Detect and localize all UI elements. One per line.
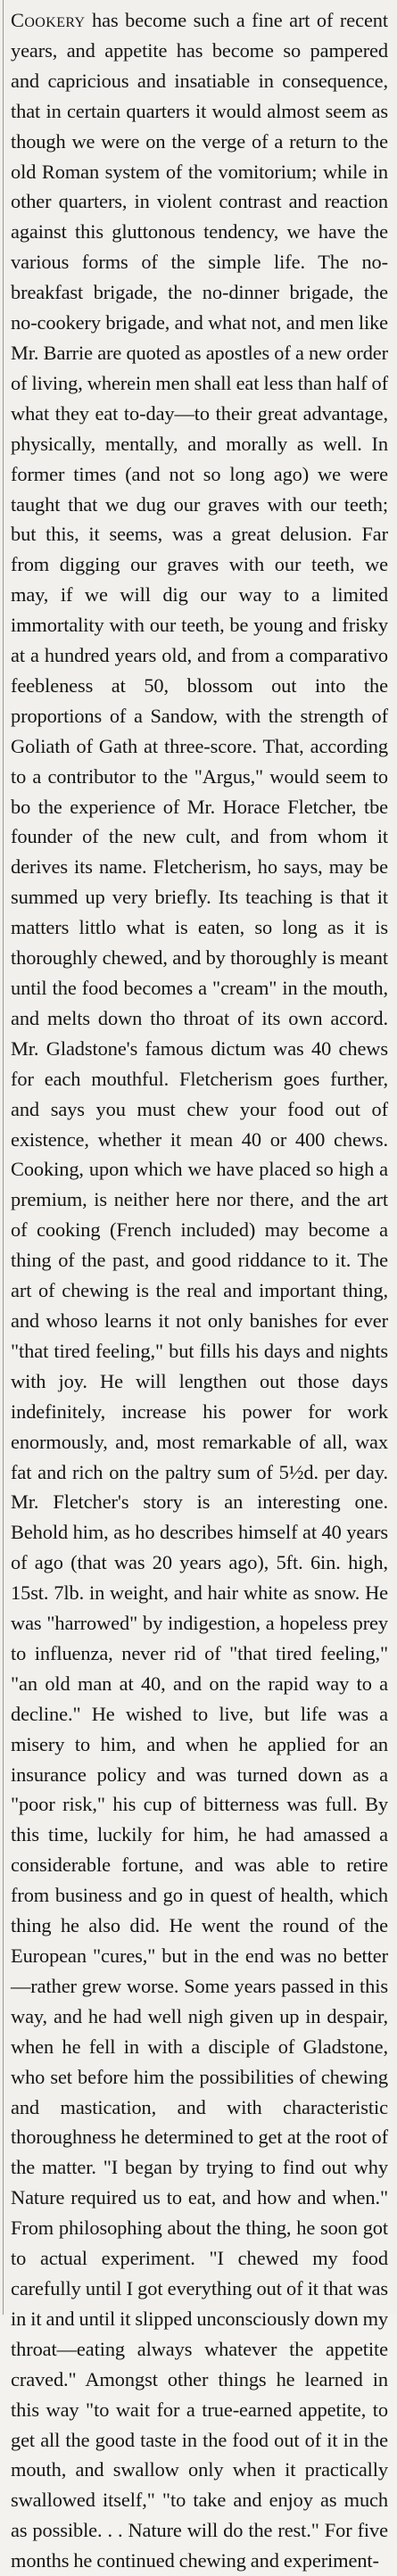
lead-word: Cookery bbox=[11, 9, 86, 31]
article-text bbox=[11, 5, 388, 2576]
column-rule bbox=[3, 0, 4, 2315]
article-body: has become such a fine art of recent years, and appetite has become so pampered and capricious and insatiable in consequence, that in certain quarters it would almost seem as though we were on the verge of a return to the old Roman system of the vomitorium; while in other quarters, in violent contrast and reaction against this gluttonous tendency, we have the various forms of the simple life. The no-breakfast brigade, the no-dinner brigade, the no-cookery brigade, and what not, and men like Mr. Barrie are quoted as apostles of a new order of living, wherein men shall eat less than half of what they eat to-day—to their great advantage, physically, mentally, and morally as well. In former times (and not so long ago) we were taught that we dug our graves with our teeth; but this, it seems, was a great delusion. Far from digging our graves with our teeth, we may, if we will dig our way to a limited immortality with our teeth, be young and frisky at a hundred years old, and from a comparativo feebleness at 50, blossom out into the proportions of a Sandow, with the strength of Goliath of Gath at three-score. That, according to a contributor to the "Argus," would seem to bo the experience of Mr. Horace Fletcher, tbe founder of the new cult, and from whom it derives its name. Fletcherism, ho says, may be summed up very briefly. Its teaching is that it matters littlo what is eaten, so long as it is thoroughly chewed, and by thoroughly is meant until the food becomes a "cream" in the mouth, and melts down tho throat of its own accord. Mr. Gladstone's famous dictum was 40 chews for each mouthful. Fletcherism goes further, and says you must chew your food out of existence, whether it mean 40 or 400 chews. Cooking, upon which we have placed so high a premium, is neither here nor there, and the art of cooking (French included) may become a thing of the past, and good riddance to it. The art of chewing is the real and important thing, and whoso learns it not only banishes for ever "that tired feeling," but fills his days and nights with joy. He will lengthen out those days indefinitely, increase his power for work enormously, and, most remarkable of all, wax fat and rich on the paltry sum of 5½d. per day. Mr. Fletcher's story is an interesting one. Behold him, as ho describes himself at 40 years of ago (that was 20 years ago), 5ft. 6in. high, 15st. 7lb. in weight, and hair white as snow. He was "harrowed" by indigestion, a hopeless prey to influenza, never rid of "that tired feeling," "an old man at 40, and on the rapid way to a decline." He wished to live, but life was a misery to him, and when he applied for an insurance policy and was turned down as a "poor risk," his cup of bitterness was full. By this time, luckily for him, he had amassed a considerable fortune, and was able to retire from business and go in quest of health, which thing he also did. He went the round of the European "cures," but in the end was no better—rather grew worse. Some years passed in this way, and he had well nigh given up in despair, when he fell in with a disciple of Gladstone, who set before him the possibilities of chewing and mastication, and with characteristic thoroughness he determined to get at the root of the matter. "I began by trying to find out why Nature required us to eat, and how and when." From philosophing about the thing, he soon got to actual experiment. "I chewed my food carefully until I got everything out of it that was in it and until it slipped unconsciously down my throat—eating always whatever the appetite craved." Amongst other things he learned in this way "to wait for a true-earned appetite, to get all the good taste in the food out of it in the mouth, and swallow only when it practically swallowed itself," "to take and enjoy as much as possible. . . Nature will do the rest." For five months he continued chewing and experiment- bbox=[11, 9, 388, 2572]
